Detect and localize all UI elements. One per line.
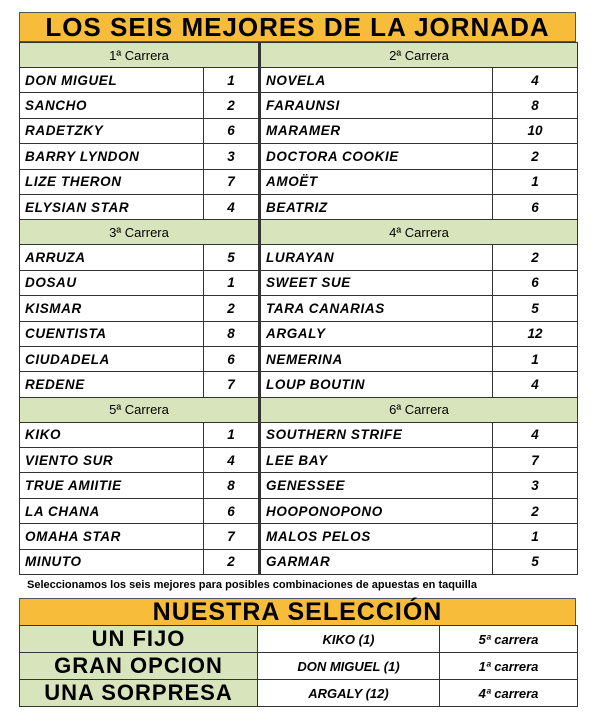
horse-name: KISMAR xyxy=(20,296,204,321)
selection-horse: KIKO (1) xyxy=(258,626,440,653)
race-header-row xyxy=(20,43,578,68)
race-header: 1ª Carrera xyxy=(20,43,260,68)
horse-name: DON MIGUEL xyxy=(20,68,204,93)
horse-name: SOUTHERN STRIFE xyxy=(260,422,493,447)
horse-number: 6 xyxy=(204,346,260,371)
horse-number: 5 xyxy=(204,245,260,270)
horse-number: 3 xyxy=(204,144,260,169)
horse-name: LEE BAY xyxy=(260,448,493,473)
horse-name: BARRY LYNDON xyxy=(20,144,204,169)
table-row xyxy=(20,422,578,447)
horse-name: DOSAU xyxy=(20,270,204,295)
table-row xyxy=(20,473,578,498)
race-header: 4ª Carrera xyxy=(260,220,578,245)
horse-name: FARAUNSI xyxy=(260,93,493,118)
horse-number: 6 xyxy=(493,194,578,219)
horse-name: ARGALY xyxy=(260,321,493,346)
table-row xyxy=(20,118,578,143)
horse-name: RADETZKY xyxy=(20,118,204,143)
race-header: 2ª Carrera xyxy=(260,43,578,68)
race-header: 5ª Carrera xyxy=(20,397,260,422)
horse-name: GENESSEE xyxy=(260,473,493,498)
horse-name: REDENE xyxy=(20,372,204,397)
horse-number: 2 xyxy=(204,549,260,574)
horse-number: 7 xyxy=(204,169,260,194)
horse-name: CUENTISTA xyxy=(20,321,204,346)
horse-name: VIENTO SUR xyxy=(20,448,204,473)
table-row xyxy=(20,549,578,574)
horse-number: 2 xyxy=(493,245,578,270)
table-row xyxy=(20,144,578,169)
race-header-row xyxy=(20,220,578,245)
horse-number: 7 xyxy=(204,372,260,397)
horse-name: MALOS PELOS xyxy=(260,524,493,549)
horse-name: TARA CANARIAS xyxy=(260,296,493,321)
table-row xyxy=(20,169,578,194)
horse-name: AMOËT xyxy=(260,169,493,194)
table-row xyxy=(20,68,578,93)
horse-name: TRUE AMIITIE xyxy=(20,473,204,498)
selection-horse: ARGALY (12) xyxy=(258,680,440,707)
horse-number: 3 xyxy=(493,473,578,498)
horse-number: 1 xyxy=(204,68,260,93)
selection-title: NUESTRA SELECCIÓN xyxy=(19,598,576,626)
horse-number: 4 xyxy=(493,372,578,397)
horse-name: LA CHANA xyxy=(20,498,204,523)
horse-number: 7 xyxy=(204,524,260,549)
horse-name: MINUTO xyxy=(20,549,204,574)
horse-number: 10 xyxy=(493,118,578,143)
horse-name: MARAMER xyxy=(260,118,493,143)
selection-label: GRAN OPCION xyxy=(20,653,258,680)
horse-name: BEATRIZ xyxy=(260,194,493,219)
table-row xyxy=(20,498,578,523)
horse-name: OMAHA STAR xyxy=(20,524,204,549)
horse-number: 8 xyxy=(204,321,260,346)
horse-name: NEMERINA xyxy=(260,346,493,371)
horse-name: GARMAR xyxy=(260,549,493,574)
horse-name: SANCHO xyxy=(20,93,204,118)
horse-number: 1 xyxy=(493,169,578,194)
horse-number: 1 xyxy=(204,422,260,447)
horse-name: HOOPONOPONO xyxy=(260,498,493,523)
horse-number: 7 xyxy=(493,448,578,473)
selection-table xyxy=(19,625,578,707)
horse-name: NOVELA xyxy=(260,68,493,93)
selection-horse: DON MIGUEL (1) xyxy=(258,653,440,680)
horse-name: CIUDADELA xyxy=(20,346,204,371)
race-header: 3ª Carrera xyxy=(20,220,260,245)
selection-row xyxy=(20,680,578,707)
horse-name: LURAYAN xyxy=(260,245,493,270)
table-row xyxy=(20,194,578,219)
table-row xyxy=(20,372,578,397)
horse-number: 6 xyxy=(204,118,260,143)
horse-name: ARRUZA xyxy=(20,245,204,270)
table-row xyxy=(20,245,578,270)
selection-race: 4ª carrera xyxy=(440,680,578,707)
horse-number: 4 xyxy=(204,194,260,219)
horse-name: SWEET SUE xyxy=(260,270,493,295)
horse-number: 4 xyxy=(493,68,578,93)
selection-note: Seleccionamos los seis mejores para posibles combinaciones de apuestas en taquilla xyxy=(27,579,477,591)
table-row xyxy=(20,296,578,321)
horse-number: 12 xyxy=(493,321,578,346)
horse-number: 2 xyxy=(493,144,578,169)
selection-race: 1ª carrera xyxy=(440,653,578,680)
selection-label: UN FIJO xyxy=(20,626,258,653)
selection-row xyxy=(20,626,578,653)
horse-number: 6 xyxy=(204,498,260,523)
table-row xyxy=(20,270,578,295)
page-title: LOS SEIS MEJORES DE LA JORNADA xyxy=(19,12,576,42)
races-table xyxy=(19,42,578,575)
table-row xyxy=(20,93,578,118)
table-row xyxy=(20,448,578,473)
horse-number: 4 xyxy=(493,422,578,447)
horse-name: LIZE THERON xyxy=(20,169,204,194)
horse-name: LOUP BOUTIN xyxy=(260,372,493,397)
horse-number: 2 xyxy=(204,93,260,118)
race-header: 6ª Carrera xyxy=(260,397,578,422)
table-row xyxy=(20,346,578,371)
horse-number: 5 xyxy=(493,549,578,574)
horse-number: 8 xyxy=(493,93,578,118)
horse-number: 2 xyxy=(493,498,578,523)
selection-row xyxy=(20,653,578,680)
horse-number: 1 xyxy=(493,346,578,371)
horse-number: 4 xyxy=(204,448,260,473)
race-header-row xyxy=(20,397,578,422)
horse-name: ELYSIAN STAR xyxy=(20,194,204,219)
table-row xyxy=(20,321,578,346)
horse-number: 5 xyxy=(493,296,578,321)
horse-number: 1 xyxy=(204,270,260,295)
selection-label: UNA SORPRESA xyxy=(20,680,258,707)
horse-number: 6 xyxy=(493,270,578,295)
horse-name: KIKO xyxy=(20,422,204,447)
table-row xyxy=(20,524,578,549)
horse-number: 8 xyxy=(204,473,260,498)
horse-number: 2 xyxy=(204,296,260,321)
horse-number: 1 xyxy=(493,524,578,549)
horse-name: DOCTORA COOKIE xyxy=(260,144,493,169)
selection-race: 5ª carrera xyxy=(440,626,578,653)
